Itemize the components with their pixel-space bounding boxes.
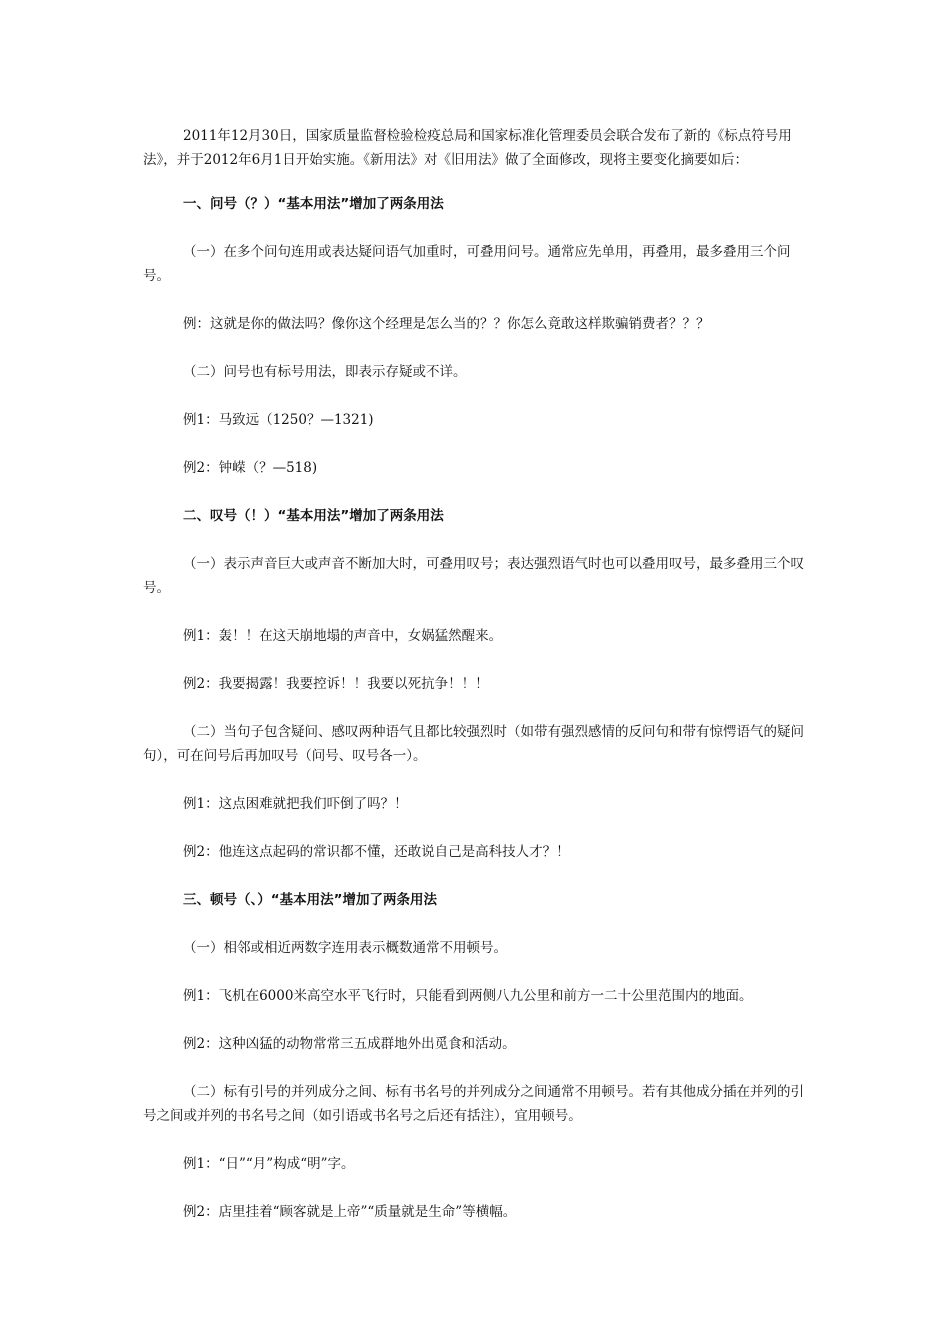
section-heading-enumeration-comma: 三、顿号（、）“基本用法”增加了两条用法: [183, 892, 437, 908]
section-3-rule-2: （二）标有引号的并列成分之间、标有书名号的并列成分之间通常不用顿号。若有其他成分插在并列的引号之间或并列的书名号之间（如引语或书名号之后还有括注），宜用顿号。: [143, 1084, 804, 1124]
intro-paragraph: 2011年12月30日，国家质量监督检验检疫总局和国家标准化管理委员会联合发布了新的《标点符号用法》，并于2012年6月1日开始实施。《新用法》对《旧用法》做了全面修改，现将主要变化摘要如后：: [143, 128, 792, 168]
section-3-rule-2-example-1: 例1：“日”“月”构成“明”字。: [183, 1156, 355, 1172]
section-1-rule-1-example: 例：这就是你的做法吗？像你这个经理是怎么当的？？你怎么竟敢这样欺骗销费者？？？: [183, 316, 710, 332]
section-2-rule-2-example-1: 例1：这点困难就把我们吓倒了吗？！: [183, 796, 408, 812]
section-3-rule-1: （一）相邻或相近两数字连用表示概数通常不用顿号。: [183, 940, 507, 956]
section-2-rule-2-example-2: 例2：他连这点起码的常识都不懂，还敢说自己是高科技人才？！: [183, 844, 570, 860]
section-1-rule-2-example-2: 例2：钟嵘（？—518): [183, 460, 318, 476]
section-3-rule-2-example-2: 例2：店里挂着“顾客就是上帝”“质量就是生命”等横幅。: [183, 1204, 517, 1220]
section-1-rule-2-example-1: 例1：马致远（1250？—1321): [183, 412, 374, 428]
section-1-rule-1: （一）在多个问句连用或表达疑问语气加重时，可叠用问号。通常应先单用，再叠用，最多叠用三个问号。: [143, 244, 791, 284]
section-3-rule-1-example-2: 例2：这种凶猛的动物常常三五成群地外出觅食和活动。: [183, 1036, 516, 1052]
section-1-rule-2: （二）问号也有标号用法，即表示存疑或不详。: [183, 364, 467, 380]
section-2-rule-1-example-2: 例2：我要揭露！我要控诉！！我要以死抗争！！！: [183, 676, 489, 692]
section-2-rule-1: （一）表示声音巨大或声音不断加大时，可叠用叹号；表达强烈语气时也可以叠用叹号，最多叠用三个叹号。: [143, 556, 804, 596]
section-3-rule-1-example-1: 例1：飞机在6000米高空水平飞行时，只能看到两侧八九公里和前方一二十公里范围内的地面。: [183, 988, 753, 1004]
document-body: [143, 124, 807, 1248]
section-2-rule-2: （二）当句子包含疑问、感叹两种语气且都比较强烈时（如带有强烈感情的反问句和带有惊愕语气的疑问句），可在问号后再加叹号（问号、叹号各一）。: [143, 724, 804, 764]
section-heading-exclamation-mark: 二、叹号（！）“基本用法”增加了两条用法: [183, 508, 444, 524]
section-heading-question-mark: 一、问号（？）“基本用法”增加了两条用法: [183, 196, 444, 212]
section-2-rule-1-example-1: 例1：轰！！在这天崩地塌的声音中，女娲猛然醒来。: [183, 628, 503, 644]
